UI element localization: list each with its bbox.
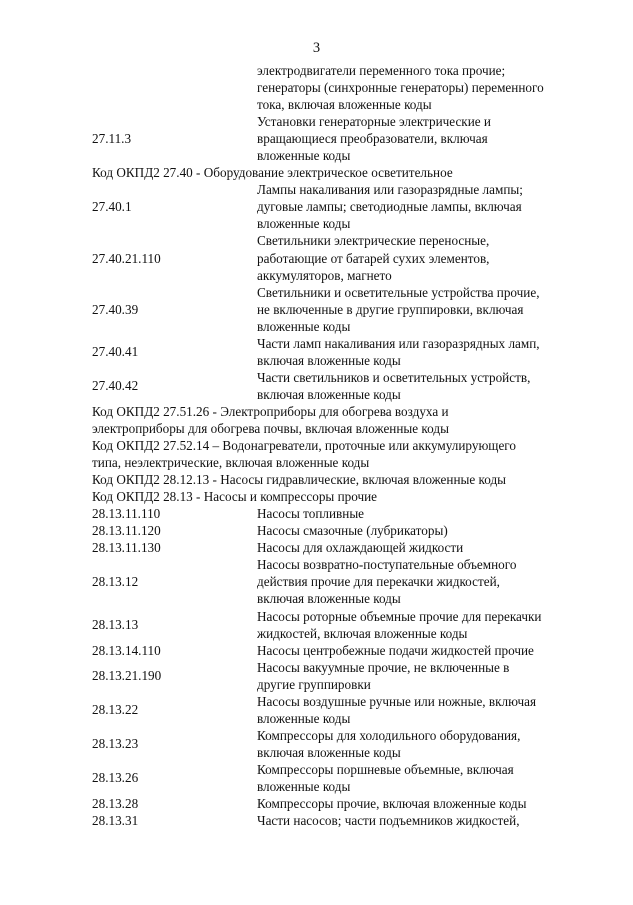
code-description [257,113,592,164]
code-description [257,608,592,642]
description-line: вложенные коды [257,318,351,334]
heading-line: Код ОКПД2 27.40 - Оборудование электрическое осветительное [92,165,453,181]
page-number: 3 [312,40,321,56]
description-line: Насосы центробежные подачи жидкостей прочие [257,642,534,658]
okpd-group-heading [92,403,592,437]
code-row [92,62,592,113]
code-row [92,556,592,607]
code-description [257,727,592,761]
description-line: Части светильников и осветительных устройств, [257,369,531,385]
description-line: включая вложенные коды [257,591,401,607]
code-description [257,693,592,727]
description-line: Насосы вакуумные прочие, не включенные в [257,659,510,675]
code-row [92,812,592,829]
okpd-code: 28.13.14.110 [92,642,161,658]
okpd-code: 27.11.3 [92,131,132,147]
code-description [257,335,592,369]
heading-line: Код ОКПД2 27.51.26 - Электроприборы для обогрева воздуха и [92,403,449,419]
code-row [92,608,592,642]
code-description [257,369,592,403]
okpd-code: 28.13.11.120 [92,523,161,539]
description-line: Компрессоры поршневые объемные, включая [257,761,514,777]
code-row [92,659,592,693]
description-line: не включенные в другие группировки, включая [257,301,524,317]
heading-line: типа, неэлектрические, включая вложенные коды [92,455,370,471]
description-line: Насосы топливные [257,506,365,522]
heading-line: Код ОКПД2 27.52.14 – Водонагреватели, проточные или аккумулирующего [92,438,516,454]
code-row [92,795,592,812]
heading-line: Код ОКПД2 28.13 - Насосы и компрессоры прочие [92,489,378,505]
description-line: Насосы возвратно-поступательные объемного [257,557,517,573]
code-row [92,181,592,232]
okpd-code: 28.13.28 [92,796,139,812]
code-row [92,727,592,761]
description-line: включая вложенные коды [257,744,401,760]
code-row [92,522,592,539]
description-line: Компрессоры для холодильного оборудования, [257,727,521,743]
description-line: вложенные коды [257,710,351,726]
code-row [92,113,592,164]
code-description [257,62,592,113]
description-line: Насосы воздушные ручные или ножные, включая [257,693,537,709]
okpd-code: 27.40.1 [92,199,132,215]
description-line: аккумуляторов, магнето [257,267,392,283]
description-line: другие группировки [257,676,371,692]
okpd-code: 28.13.31 [92,813,139,829]
description-line: Насосы для охлаждающей жидкости [257,540,464,556]
description-line: электродвигатели переменного тока прочие; [257,63,506,78]
code-description [257,761,592,795]
code-description [257,505,592,522]
description-line: генераторы (синхронные генераторы) переменного [257,80,544,96]
code-row [92,369,592,403]
description-line: работающие от батарей сухих элементов, [257,250,490,266]
description-line: вложенные коды [257,148,351,164]
code-row [92,284,592,335]
description-line: действия прочие для перекачки жидкостей, [257,574,500,590]
code-description [257,284,592,335]
okpd-code: 28.13.13 [92,617,139,633]
okpd-code: 27.40.41 [92,344,139,360]
description-line: Насосы смазочные (лубрикаторы) [257,523,448,539]
code-row [92,539,592,556]
code-row [92,335,592,369]
description-line: вложенные коды [257,778,351,794]
code-row [92,505,592,522]
description-line: тока, включая вложенные коды [257,97,432,113]
okpd-code: 28.13.22 [92,702,139,718]
okpd-code: 28.13.26 [92,770,139,786]
okpd-code: 28.13.11.110 [92,506,161,522]
description-line: Светильники и осветительные устройства прочие, [257,284,540,300]
description-line: Светильники электрические переносные, [257,233,490,249]
code-row [92,642,592,659]
description-line: дуговые лампы; светодиодные лампы, включая [257,199,522,215]
code-description [257,522,592,539]
description-line: Лампы накаливания или газоразрядные лампы; [257,182,523,198]
description-line: Установки генераторные электрические и [257,114,491,130]
code-row [92,761,592,795]
code-description [257,642,592,659]
description-line: Части насосов; части подъемников жидкостей, [257,813,520,829]
code-description [257,181,592,232]
code-list [92,62,592,829]
okpd-group-heading [92,164,592,181]
okpd-code: 28.13.11.130 [92,540,161,556]
okpd-code: 27.40.21.110 [92,250,161,266]
description-line: жидкостей, включая вложенные коды [257,625,468,641]
okpd-group-heading [92,471,592,488]
okpd-group-heading [92,437,592,471]
description-line: Насосы роторные объемные прочие для перекачки [257,608,542,624]
code-description [257,556,592,607]
code-row [92,693,592,727]
code-description [257,795,592,812]
okpd-code: 28.13.12 [92,574,139,590]
heading-line: электроприборы для обогрева почвы, включая вложенные коды [92,420,449,436]
okpd-group-heading [92,488,592,505]
description-line: Компрессоры прочие, включая вложенные коды [257,796,527,812]
okpd-code: 27.40.42 [92,378,139,394]
okpd-code: 28.13.23 [92,736,139,752]
description-line: вращающиеся преобразователи, включая [257,131,488,147]
code-description [257,232,592,283]
okpd-code: 27.40.39 [92,301,139,317]
heading-line: Код ОКПД2 28.12.13 - Насосы гидравлические, включая вложенные коды [92,472,507,488]
description-line: включая вложенные коды [257,386,401,402]
description-line: вложенные коды [257,216,351,232]
code-description [257,812,592,829]
okpd-code: 28.13.21.190 [92,668,162,684]
description-line: Части ламп накаливания или газоразрядных ламп, [257,335,540,351]
code-description [257,539,592,556]
code-row [92,232,592,283]
description-line: включая вложенные коды [257,352,401,368]
code-description [257,659,592,693]
